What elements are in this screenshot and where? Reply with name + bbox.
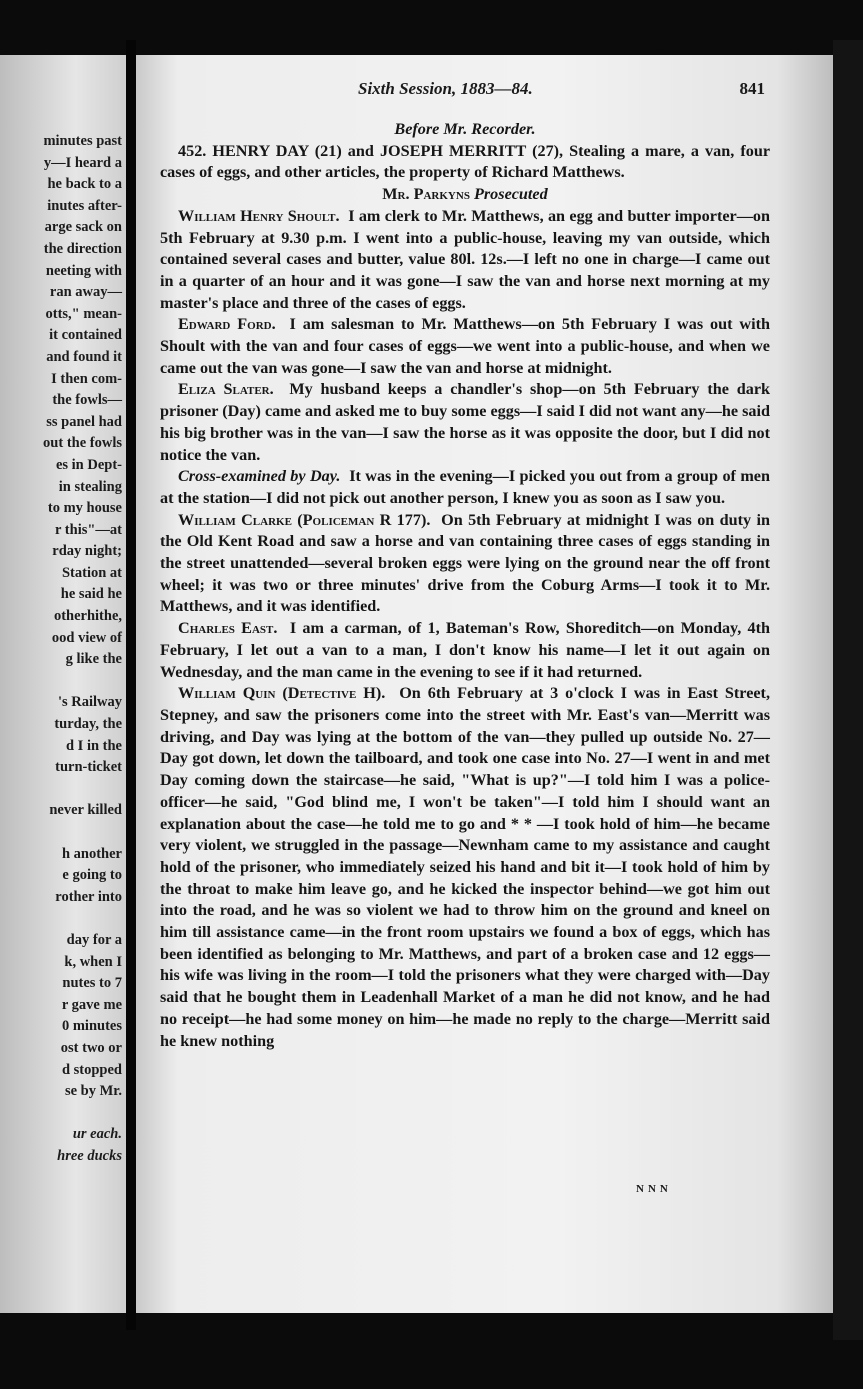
- left-fragment-line: d I in the: [65, 737, 122, 754]
- left-fragment-line: d stopped: [61, 1061, 122, 1078]
- testimony-text: I am a carman, of 1, Bateman's Row, Shoreditch—on Monday, 4th February, I let out a van to a man, I don't know his name—I let it out again on Wednesday, and the man came in the evening to see if it had returned.: [160, 619, 771, 681]
- left-fragment-line: out the fowls: [43, 435, 122, 452]
- left-fragment-line: [0, 1103, 124, 1125]
- testimony: [160, 379, 770, 466]
- left-fragment-line: se by Mr.: [64, 1083, 122, 1100]
- testimonies: [160, 206, 770, 1052]
- left-fragment-line: he back to a: [47, 176, 122, 193]
- testimony-text: It was in the evening—I picked you out from a group of men at the station—I did not pick out another person, I knew you as soon as I saw you.: [160, 467, 770, 507]
- case-title: HENRY DAY (21) and JOSEPH MERRITT (27), Stealing a mare, a van, four cases of eggs, and other articles, the property of Richard Matthews.: [160, 141, 771, 182]
- left-fragment-line: r gave me: [61, 996, 122, 1013]
- left-fragment-line: minutes past: [43, 133, 122, 149]
- case-heading: [160, 141, 770, 184]
- scan-edge: [833, 40, 863, 1340]
- left-page-fragment: [0, 55, 126, 1313]
- court-line: Before Mr. Recorder.: [394, 120, 536, 138]
- testimony-text: I am clerk to Mr. Matthews, an egg and butter importer—on 5th February at 9.30 p.m. I went into a public-house, leaving my van outside, which contained several cases and butter, value 80l. 12s.—I left no one in charge—I came out in a quarter of an hour and it was gone—I saw the van and horse next morning at my master's place and three of the cases of eggs.: [160, 206, 770, 312]
- testimony-text: On 6th February at 3 o'clock I was in East Street, Stepney, and saw the prisoners come into the street with Mr. East's van—Merritt was driving, and Day was lying at the bottom of the van—they pulled up outside No. 27—Day got down, let down the tailboard, and took one case into No. 27—I went in and met Day coming down the staircase—he said, "What is up?"—I told him I was a police-officer—he said, "God blind me, I won't be taken"—I told him I should want an explanation about the case—he told me to go and * * —I took hold of him—he became very violent, we struggled in the passage—Newnham came to my assistance and caught hold of the prisoner, who immediately seized his hand and bit it—I took hold of him by the throat to make him leave go, and he kicked the inspector behind—we got him out into the road, and he was so violent we had to throw him on the ground and kneel on him till assistance came—in the front room upstairs we found a box of eggs, which has been identified as belonging to Mr. Matthews, and part of a broken case and 12 eggs—his wife was living in the room—I told the prisoners what they were charged with—Day said that he bought them in Leadenhall Market of a man he did not know, and he had no receipt—he had some money on him—he made no reply to the charge—Merritt said he knew nothing: [160, 684, 770, 1050]
- left-fragment-line: 's Railway: [57, 694, 122, 711]
- left-fragment-line: rother into: [55, 888, 122, 905]
- signature-mark: NNN: [636, 1183, 672, 1195]
- left-fragment-line: ost two or: [60, 1039, 122, 1056]
- left-fragment-line: turday, the: [54, 716, 122, 733]
- testimony: [160, 510, 770, 619]
- testimony: [160, 466, 770, 509]
- left-fragment-line: I then com-: [51, 370, 122, 387]
- left-fragment-line: g like the: [65, 651, 122, 668]
- left-fragment-line: k, when I: [64, 953, 122, 970]
- prosecution-line: [160, 184, 770, 206]
- left-fragment-line: ood view of: [51, 629, 122, 646]
- left-fragment-line: nutes to 7: [62, 975, 122, 992]
- left-fragment-line: he said he: [60, 586, 122, 603]
- left-fragment-line: hree ducks: [57, 1147, 122, 1164]
- witness-name: William Henry Shoult.: [178, 206, 340, 225]
- left-page-text-fragments: [0, 131, 124, 1168]
- trial-record: [160, 119, 770, 1052]
- running-title: Sixth Session, 1883—84.: [358, 79, 533, 98]
- left-fragment-line: e going to: [62, 867, 122, 884]
- testimony: [160, 683, 770, 1052]
- witness-name: Charles East.: [178, 619, 278, 638]
- witness-name: William Quin (Detective H).: [178, 684, 386, 703]
- testimony: [160, 314, 770, 379]
- left-fragment-line: otherhithe,: [53, 608, 122, 625]
- testimony-text: My husband keeps a chandler's shop—on 5th February the dark prisoner (Day) came and asked me to buy some eggs—I said I did not want any—he said his big brother was in the van—I saw the horse as it was opposite the door, but I did not notice the van.: [160, 380, 771, 464]
- testimony-text: I am salesman to Mr. Matthews—on 5th February I was out with Shoult with the van and four cases of eggs—we went into a public-house, and when we came out the van was gone—I saw the van and horse at midnight.: [160, 315, 771, 377]
- page-header: [136, 79, 833, 105]
- left-fragment-line: [0, 908, 124, 930]
- left-fragment-line: otts," mean-: [45, 305, 122, 322]
- left-fragment-line: the direction: [43, 240, 122, 257]
- left-fragment-line: turn-ticket: [55, 759, 122, 776]
- left-fragment-line: [0, 822, 124, 844]
- left-fragment-line: [0, 779, 124, 801]
- case-number: 452.: [178, 141, 207, 160]
- testimony-text: On 5th February at midnight I was on duty in the Old Kent Road and saw a horse and van containing three cases of eggs standing in the street unattended—several broken eggs were lying on the ground near the off front wheel; it was two or three minutes' drive from the Coburg Arms—I took it to Mr. Matthews, and it was identified.: [160, 510, 770, 616]
- left-fragment-line: ran away—: [49, 284, 122, 301]
- prosecuted-word: Prosecuted: [473, 185, 548, 204]
- left-fragment-line: in stealing: [58, 478, 122, 495]
- left-fragment-line: ur each.: [72, 1126, 122, 1143]
- left-fragment-line: r this"—at: [55, 521, 122, 538]
- left-fragment-line: to my house: [47, 500, 122, 517]
- left-fragment-line: day for a: [66, 931, 122, 948]
- left-fragment-line: neeting with: [45, 262, 122, 279]
- left-fragment-line: y—I heard a: [43, 154, 122, 171]
- page-number: 841: [739, 79, 765, 98]
- prosecutor-name: Mr. Parkyns: [382, 185, 470, 204]
- left-fragment-line: the fowls—: [52, 392, 122, 409]
- left-fragment-line: ss panel had: [46, 413, 122, 430]
- left-fragment-line: h another: [61, 845, 122, 862]
- left-fragment-line: and found it: [46, 348, 122, 365]
- left-fragment-line: [0, 671, 124, 693]
- left-fragment-line: it contained: [49, 327, 122, 344]
- witness-name: Edward Ford.: [178, 315, 276, 334]
- left-fragment-line: es in Dept-: [55, 456, 122, 473]
- left-fragment-line: arge sack on: [44, 219, 122, 236]
- left-fragment-line: 0 minutes: [61, 1018, 122, 1035]
- right-page: [136, 55, 833, 1313]
- witness-name: Cross-examined by Day.: [178, 467, 341, 486]
- left-fragment-line: Station at: [61, 564, 122, 581]
- witness-name: Eliza Slater.: [178, 380, 274, 399]
- left-fragment-line: inutes after-: [47, 197, 122, 214]
- testimony: [160, 618, 770, 683]
- book-spine: [126, 40, 136, 1330]
- left-fragment-line: never killed: [49, 802, 122, 819]
- testimony: [160, 206, 770, 315]
- witness-name: William Clarke (Policeman R 177).: [178, 510, 431, 529]
- left-fragment-line: rday night;: [52, 543, 122, 560]
